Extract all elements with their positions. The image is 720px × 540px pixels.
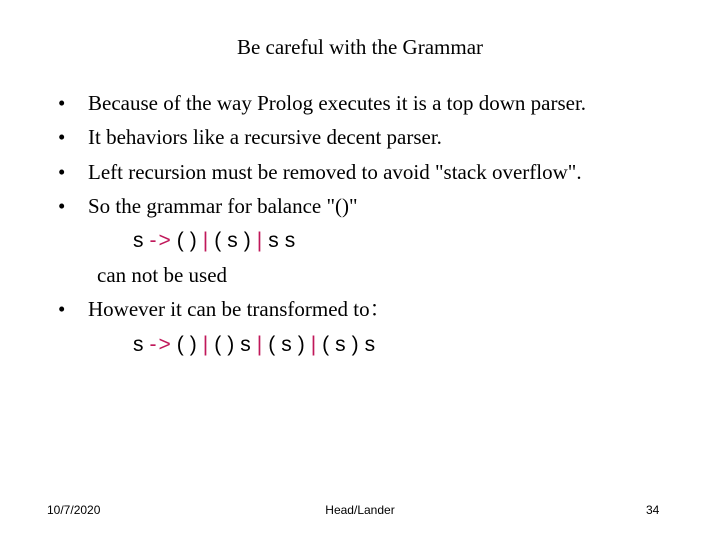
grammar-symbol: s xyxy=(268,229,281,252)
bullet-icon: • xyxy=(58,91,66,115)
grammar-symbol: ) xyxy=(227,333,237,356)
bullet-text: However it can be transformed to： xyxy=(88,297,391,321)
grammar-note: can not be used xyxy=(97,263,228,287)
bullet-text: So the grammar for balance "()" xyxy=(88,194,358,218)
grammar-symbol: ( xyxy=(176,229,186,252)
footer-author: Head/Lander xyxy=(325,503,395,517)
bullet-item xyxy=(58,90,586,116)
bullet-icon: • xyxy=(58,297,66,321)
grammar-rule-transformed xyxy=(133,332,381,358)
bullet-item xyxy=(58,124,442,150)
grammar-symbol: s xyxy=(240,333,253,356)
grammar-operator: | xyxy=(202,229,211,252)
grammar-symbol: ) xyxy=(297,333,307,356)
grammar-symbol: s xyxy=(281,333,294,356)
grammar-operator: -> xyxy=(149,229,173,252)
grammar-operator: | xyxy=(202,333,211,356)
grammar-symbol: ( xyxy=(176,333,186,356)
bullet-icon: • xyxy=(58,160,66,184)
grammar-symbol: ) xyxy=(189,333,199,356)
grammar-symbol: s xyxy=(133,229,146,252)
bullet-item xyxy=(58,159,582,185)
grammar-symbol: ) xyxy=(189,229,199,252)
grammar-rule-original xyxy=(133,228,301,254)
bullet-text: Left recursion must be removed to avoid "stack overflow". xyxy=(88,160,582,184)
bullet-icon: • xyxy=(58,125,66,149)
grammar-symbol: s xyxy=(227,229,240,252)
grammar-symbol: ( xyxy=(268,333,278,356)
bullet-text: It behaviors like a recursive decent parser. xyxy=(88,125,442,149)
grammar-symbol: ( xyxy=(214,333,224,356)
grammar-symbol: ) xyxy=(351,333,361,356)
grammar-symbol: s xyxy=(133,333,146,356)
bullet-icon: • xyxy=(58,194,66,218)
footer-date: 10/7/2020 xyxy=(47,503,101,517)
grammar-symbol: s xyxy=(335,333,348,356)
slide-title: Be careful with the Grammar xyxy=(236,35,484,59)
bullet-text: Because of the way Prolog executes it is a top down parser. xyxy=(88,91,587,115)
bullet-item xyxy=(58,193,358,219)
grammar-symbol: ( xyxy=(214,229,224,252)
grammar-operator: | xyxy=(256,229,265,252)
grammar-symbol: ) xyxy=(243,229,253,252)
grammar-operator: | xyxy=(256,333,265,356)
grammar-operator: | xyxy=(310,333,319,356)
footer-page-number: 34 xyxy=(646,503,660,517)
grammar-symbol: ( xyxy=(322,333,332,356)
grammar-symbol: s xyxy=(284,229,298,252)
grammar-symbol: s xyxy=(364,333,378,356)
bullet-item xyxy=(58,296,391,322)
grammar-operator: -> xyxy=(149,333,173,356)
